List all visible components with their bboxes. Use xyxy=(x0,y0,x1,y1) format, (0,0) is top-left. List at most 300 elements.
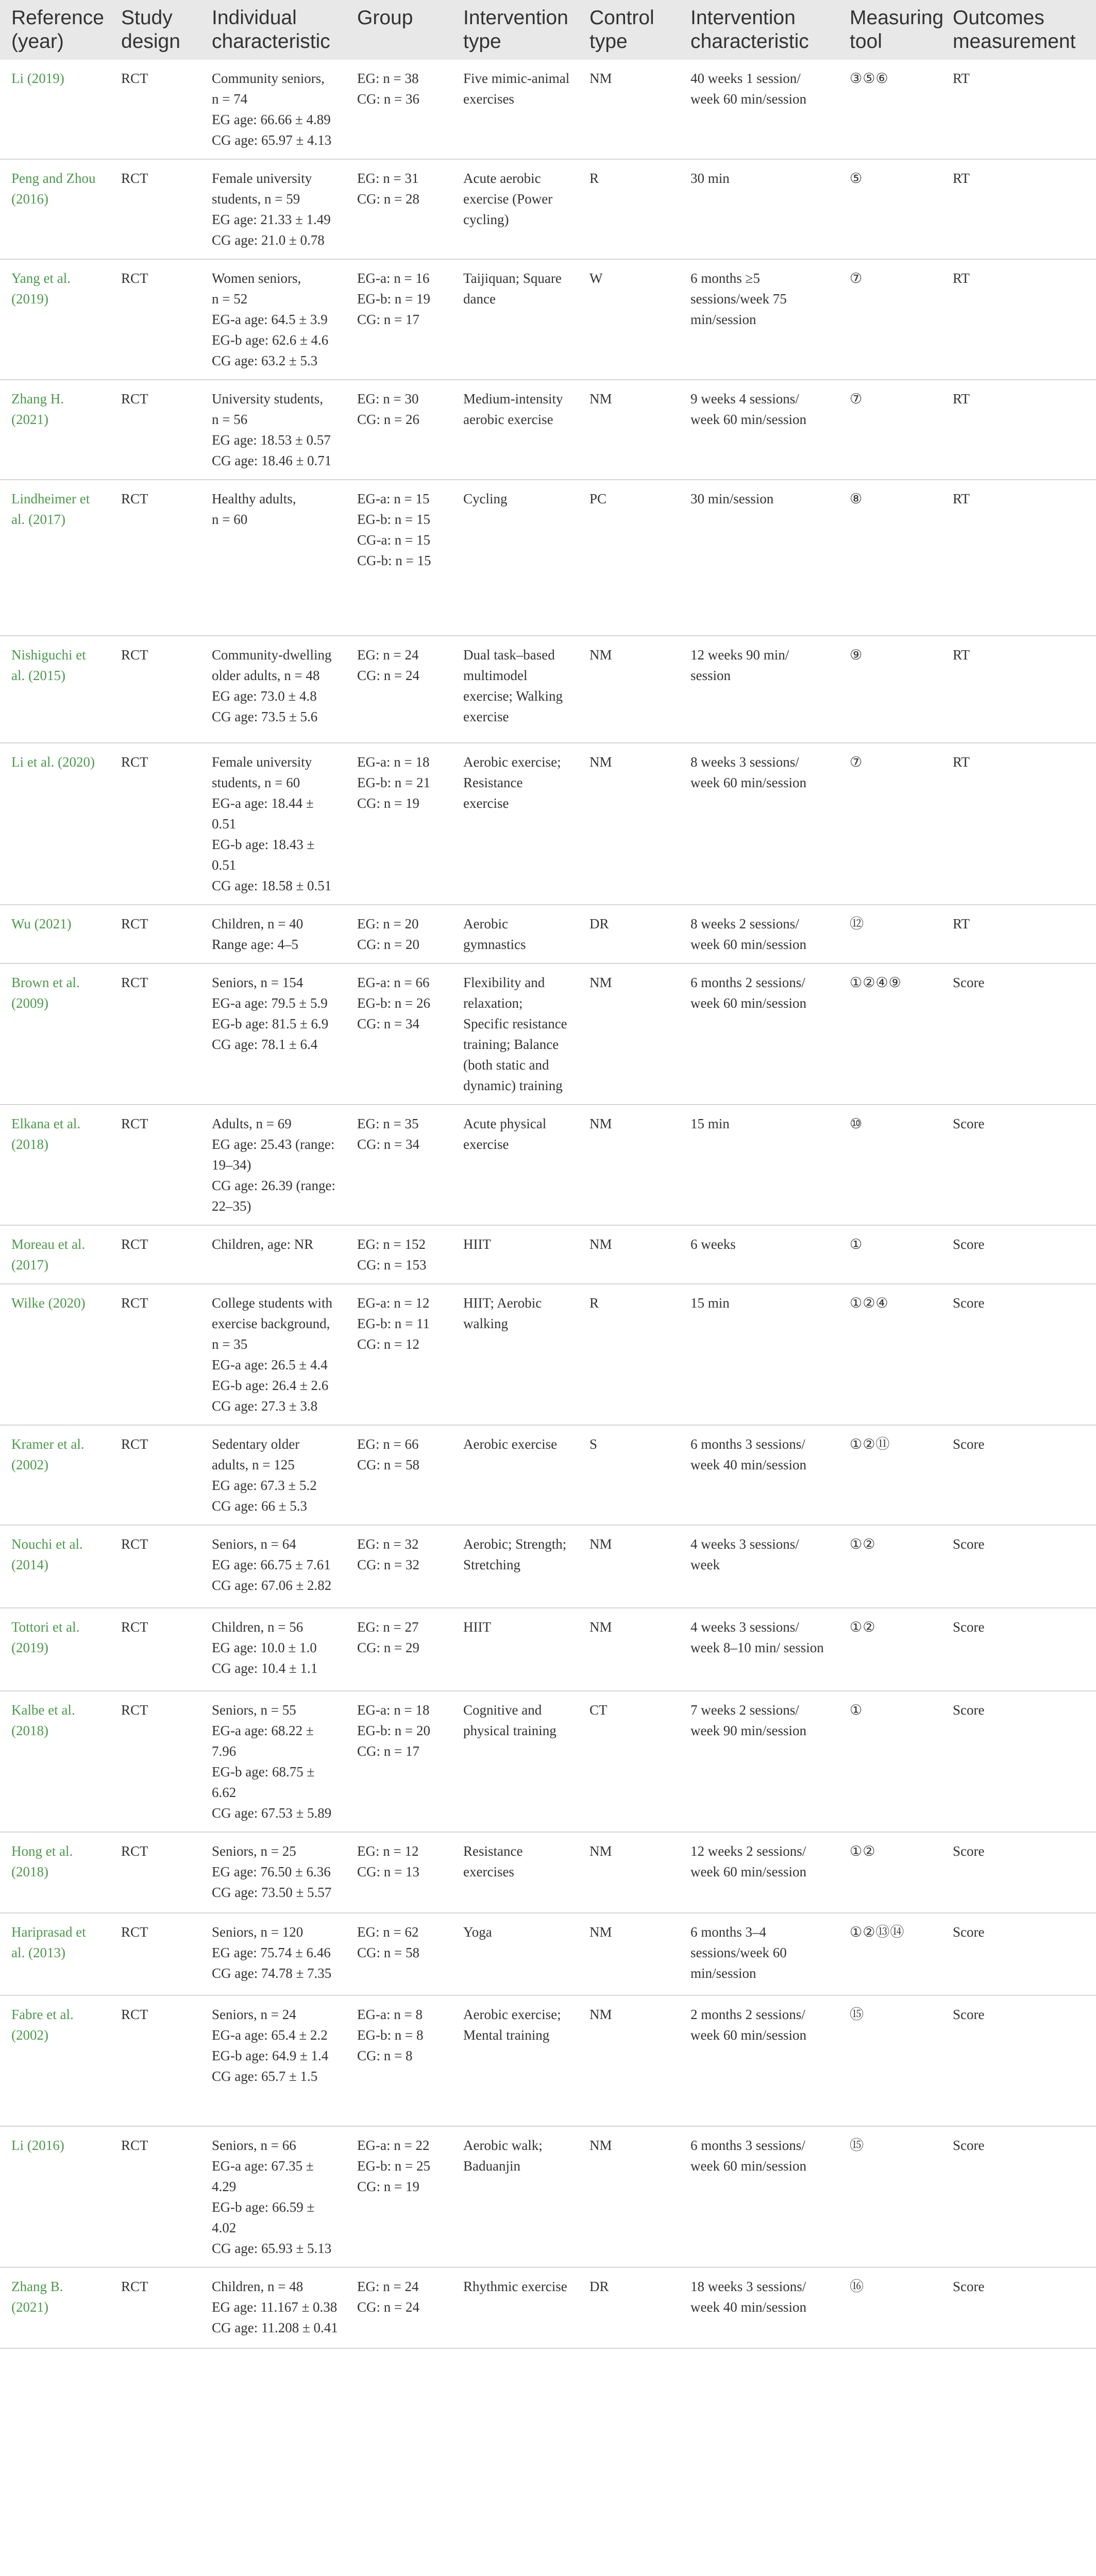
cell-intervention-type: Acute aerobic exercise (Power cycling) xyxy=(452,159,578,259)
header-intervention-type: Intervention type xyxy=(452,0,578,60)
cell-group xyxy=(346,1225,452,1284)
cell-outcomes-measurement: RT xyxy=(941,380,1096,480)
cell-individual-characteristic-line: CG age: 27.3 ± 3.8 xyxy=(212,1398,318,1414)
cell-individual-characteristic xyxy=(200,905,346,963)
cell-group-line: EG-b: n = 25 xyxy=(357,2158,430,2174)
cell-outcomes-measurement: RT xyxy=(941,743,1096,905)
cell-individual-characteristic-line: CG age: 65.97 ± 4.13 xyxy=(212,132,332,148)
cell-intervention-characteristic: 6 months 3 sessions/ week 60 min/session xyxy=(679,2126,838,2267)
cell-intervention-type: Flexibility and relaxation; Specific resistance training; Balance (both static and dynamic) training xyxy=(452,963,578,1105)
cell-individual-characteristic xyxy=(200,1832,346,1913)
cell-intervention-type: Yoga xyxy=(452,1913,578,1995)
cell-control-type: S xyxy=(578,1425,679,1525)
cell-individual-characteristic-line: Female university students, n = 59 xyxy=(212,171,312,207)
cell-study-design: RCT xyxy=(110,1525,200,1608)
cell-intervention-characteristic: 6 months 3–4 sessions/week 60 min/session xyxy=(679,1913,838,1995)
cell-group-line: EG-a: n = 8 xyxy=(357,2007,423,2022)
cell-group-line: CG: n = 28 xyxy=(357,191,419,207)
cell-group-line: EG-a: n = 66 xyxy=(357,975,430,990)
cell-measuring-tool: ⑯ xyxy=(838,2267,941,2348)
cell-individual-characteristic xyxy=(200,743,346,905)
cell-individual-characteristic-line: EG-b age: 62.6 ± 4.6 xyxy=(212,332,329,348)
cell-reference: Li (2016) xyxy=(0,2126,110,2267)
table-row xyxy=(0,905,1096,963)
cell-control-type: CT xyxy=(578,1691,679,1832)
cell-group-line: CG: n = 36 xyxy=(357,91,419,107)
table-row xyxy=(0,1225,1096,1284)
cell-reference: Wu (2021) xyxy=(0,905,110,963)
cell-individual-characteristic-line: Children, n = 48 xyxy=(212,2279,303,2294)
cell-outcomes-measurement: Score xyxy=(941,1284,1096,1425)
cell-individual-characteristic-line: Female university students, n = 60 xyxy=(212,754,312,790)
cell-individual-characteristic-line: CG age: 74.78 ± 7.35 xyxy=(212,1965,332,1981)
cell-intervention-type: HIIT xyxy=(452,1608,578,1691)
cell-control-type: R xyxy=(578,1284,679,1425)
table-row xyxy=(0,380,1096,480)
cell-group-line: EG: n = 30 xyxy=(357,391,419,406)
cell-individual-characteristic xyxy=(200,2126,346,2267)
table-row xyxy=(0,1913,1096,1995)
cell-study-design: RCT xyxy=(110,1832,200,1913)
cell-control-type: NM xyxy=(578,963,679,1105)
cell-outcomes-measurement: Score xyxy=(941,1608,1096,1691)
cell-outcomes-measurement: Score xyxy=(941,1525,1096,1608)
cell-study-design: RCT xyxy=(110,636,200,743)
cell-individual-characteristic-line: EG age: 75.74 ± 6.46 xyxy=(212,1945,331,1960)
cell-group-line: CG: n = 26 xyxy=(357,412,419,427)
cell-outcomes-measurement: Score xyxy=(941,1691,1096,1832)
cell-individual-characteristic-line: EG-b age: 68.75 ± 6.62 xyxy=(212,1764,315,1800)
cell-individual-characteristic-line: EG age: 25.43 (range: 19–34) xyxy=(212,1137,335,1173)
cell-outcomes-measurement: Score xyxy=(941,1995,1096,2126)
cell-individual-characteristic-line: EG-b age: 64.9 ± 1.4 xyxy=(212,2048,329,2063)
cell-measuring-tool: ① xyxy=(838,1691,941,1832)
header-intervention-characteristic: Intervention characteristic xyxy=(679,0,838,60)
table-row xyxy=(0,1425,1096,1525)
cell-individual-characteristic-line: CG age: 26.39 (range: 22–35) xyxy=(212,1178,335,1214)
cell-group-line: EG: n = 66 xyxy=(357,1436,419,1452)
cell-group xyxy=(346,1995,452,2126)
cell-intervention-characteristic: 15 min xyxy=(679,1284,838,1425)
cell-reference: Peng and Zhou (2016) xyxy=(0,159,110,259)
cell-measuring-tool: ⑮ xyxy=(838,1995,941,2126)
cell-intervention-type: Aerobic exercise; Mental training xyxy=(452,1995,578,2126)
cell-study-design: RCT xyxy=(110,963,200,1105)
table-row xyxy=(0,2126,1096,2267)
cell-study-design: RCT xyxy=(110,1284,200,1425)
cell-intervention-characteristic: 7 weeks 2 sessions/ week 90 min/session xyxy=(679,1691,838,1832)
cell-reference: Zhang H. (2021) xyxy=(0,380,110,480)
cell-intervention-characteristic: 40 weeks 1 session/ week 60 min/session xyxy=(679,60,838,159)
cell-individual-characteristic-line: EG age: 66.66 ± 4.89 xyxy=(212,112,331,127)
cell-control-type: NM xyxy=(578,1608,679,1691)
cell-individual-characteristic-line: EG-a age: 65.4 ± 2.2 xyxy=(212,2027,328,2043)
table-row xyxy=(0,1284,1096,1425)
cell-outcomes-measurement: Score xyxy=(941,1913,1096,1995)
table-row xyxy=(0,1691,1096,1832)
cell-individual-characteristic-line: CG age: 65.93 ± 5.13 xyxy=(212,2241,332,2256)
cell-group-line: CG: n = 17 xyxy=(357,312,419,327)
cell-individual-characteristic xyxy=(200,1284,346,1425)
cell-individual-characteristic xyxy=(200,1913,346,1995)
cell-study-design: RCT xyxy=(110,1225,200,1284)
cell-reference: Lindheimer et al. (2017) xyxy=(0,480,110,636)
cell-study-design: RCT xyxy=(110,2126,200,2267)
cell-measuring-tool: ①② xyxy=(838,1832,941,1913)
cell-group xyxy=(346,60,452,159)
cell-group-line: EG-b: n = 20 xyxy=(357,1723,430,1738)
cell-individual-characteristic-line: CG age: 67.53 ± 5.89 xyxy=(212,1805,332,1821)
cell-group-line: EG-a: n = 15 xyxy=(357,491,430,506)
cell-individual-characteristic-line: n = 60 xyxy=(212,512,248,527)
cell-individual-characteristic-line: n = 74 xyxy=(212,91,248,107)
table-row xyxy=(0,2267,1096,2348)
cell-study-design: RCT xyxy=(110,2267,200,2348)
cell-individual-characteristic-line: CG age: 67.06 ± 2.82 xyxy=(212,1578,332,1593)
cell-measuring-tool: ①② xyxy=(838,1525,941,1608)
cell-group-line: CG: n = 58 xyxy=(357,1457,419,1472)
cell-individual-characteristic-line: College students with exercise background, n = 35 xyxy=(212,1295,332,1352)
cell-individual-characteristic-line: n = 52 xyxy=(212,291,248,307)
cell-individual-characteristic-line: n = 56 xyxy=(212,412,248,427)
cell-group-line: CG: n = 24 xyxy=(357,668,419,683)
cell-measuring-tool: ⑦ xyxy=(838,743,941,905)
cell-intervention-type: Rhythmic exercise xyxy=(452,2267,578,2348)
cell-individual-characteristic-line: EG-b age: 26.4 ± 2.6 xyxy=(212,1378,329,1393)
cell-control-type: NM xyxy=(578,1995,679,2126)
cell-outcomes-measurement: Score xyxy=(941,1225,1096,1284)
cell-group-line: EG-a: n = 18 xyxy=(357,754,430,770)
cell-group xyxy=(346,1608,452,1691)
cell-individual-characteristic xyxy=(200,1691,346,1832)
cell-individual-characteristic xyxy=(200,159,346,259)
cell-group xyxy=(346,1832,452,1913)
cell-intervention-type: Taijiquan; Square dance xyxy=(452,259,578,380)
cell-group-line: EG-b: n = 21 xyxy=(357,775,430,790)
cell-group-line: EG-b: n = 8 xyxy=(357,2027,424,2043)
cell-control-type: NM xyxy=(578,636,679,743)
cell-individual-characteristic-line: EG-a age: 68.22 ± 7.96 xyxy=(212,1723,314,1759)
cell-intervention-characteristic: 6 months ≥5 sessions/week 75 min/session xyxy=(679,259,838,380)
cell-control-type: W xyxy=(578,259,679,380)
cell-group xyxy=(346,159,452,259)
cell-individual-characteristic xyxy=(200,1608,346,1691)
table-header-row xyxy=(0,0,1096,60)
cell-intervention-characteristic: 6 weeks xyxy=(679,1225,838,1284)
cell-control-type: R xyxy=(578,159,679,259)
cell-individual-characteristic xyxy=(200,1525,346,1608)
cell-group-line: EG: n = 24 xyxy=(357,647,419,663)
table-row xyxy=(0,1525,1096,1608)
table-row xyxy=(0,1995,1096,2126)
cell-group-line: CG: n = 153 xyxy=(357,1257,427,1273)
cell-control-type: PC xyxy=(578,480,679,636)
cell-intervention-type: Aerobic; Strength; Stretching xyxy=(452,1525,578,1608)
cell-group-line: CG: n = 34 xyxy=(357,1016,419,1031)
cell-study-design: RCT xyxy=(110,1608,200,1691)
cell-individual-characteristic-line: EG-b age: 18.43 ± 0.51 xyxy=(212,837,315,873)
cell-group-line: EG-b: n = 19 xyxy=(357,291,430,307)
cell-individual-characteristic-line: Children, age: NR xyxy=(212,1236,314,1252)
cell-individual-characteristic-line: CG age: 63.2 ± 5.3 xyxy=(212,353,318,368)
cell-outcomes-measurement: Score xyxy=(941,1832,1096,1913)
cell-outcomes-measurement: RT xyxy=(941,636,1096,743)
cell-measuring-tool: ①②⑬⑭ xyxy=(838,1913,941,1995)
cell-outcomes-measurement: RT xyxy=(941,480,1096,636)
cell-individual-characteristic-line: CG age: 65.7 ± 1.5 xyxy=(212,2069,318,2084)
cell-measuring-tool: ⑧ xyxy=(838,480,941,636)
cell-study-design: RCT xyxy=(110,1105,200,1225)
cell-reference: Zhang B. (2021) xyxy=(0,2267,110,2348)
header-group: Group xyxy=(346,0,452,60)
cell-individual-characteristic-line: EG age: 18.53 ± 0.57 xyxy=(212,432,331,448)
cell-intervention-characteristic: 6 months 2 sessions/ week 60 min/session xyxy=(679,963,838,1105)
cell-group-line: EG: n = 27 xyxy=(357,1619,419,1635)
cell-intervention-characteristic: 9 weeks 4 sessions/ week 60 min/session xyxy=(679,380,838,480)
table-row xyxy=(0,159,1096,259)
cell-measuring-tool: ⑩ xyxy=(838,1105,941,1225)
cell-individual-characteristic-line: CG age: 18.46 ± 0.71 xyxy=(212,453,332,468)
cell-outcomes-measurement: Score xyxy=(941,2267,1096,2348)
cell-measuring-tool: ⑨ xyxy=(838,636,941,743)
cell-study-design: RCT xyxy=(110,380,200,480)
table-row xyxy=(0,480,1096,636)
cell-control-type: DR xyxy=(578,2267,679,2348)
cell-group xyxy=(346,1691,452,1832)
table-row xyxy=(0,963,1096,1105)
cell-control-type: NM xyxy=(578,2126,679,2267)
cell-intervention-characteristic: 8 weeks 2 sessions/ week 60 min/session xyxy=(679,905,838,963)
cell-individual-characteristic-line: EG age: 10.0 ± 1.0 xyxy=(212,1640,317,1655)
table-row xyxy=(0,743,1096,905)
cell-reference: Elkana et al. (2018) xyxy=(0,1105,110,1225)
cell-intervention-characteristic: 6 months 3 sessions/ week 40 min/session xyxy=(679,1425,838,1525)
cell-reference: Hong et al. (2018) xyxy=(0,1832,110,1913)
cell-study-design: RCT xyxy=(110,60,200,159)
cell-group-line: EG: n = 152 xyxy=(357,1236,426,1252)
cell-outcomes-measurement: Score xyxy=(941,1425,1096,1525)
cell-group-line: CG: n = 58 xyxy=(357,1945,419,1960)
table-body xyxy=(0,60,1096,2348)
cell-individual-characteristic-line: CG age: 66 ± 5.3 xyxy=(212,1498,308,1514)
cell-individual-characteristic-line: EG age: 73.0 ± 4.8 xyxy=(212,688,317,704)
cell-group xyxy=(346,1425,452,1525)
cell-individual-characteristic-line: EG age: 21.33 ± 1.49 xyxy=(212,212,331,227)
cell-individual-characteristic xyxy=(200,1105,346,1225)
cell-reference: Nouchi et al. (2014) xyxy=(0,1525,110,1608)
cell-group xyxy=(346,1284,452,1425)
cell-individual-characteristic-line: EG-a age: 18.44 ± 0.51 xyxy=(212,795,314,832)
cell-individual-characteristic-line: EG-a age: 67.35 ± 4.29 xyxy=(212,2158,314,2194)
cell-study-design: RCT xyxy=(110,1913,200,1995)
cell-group-line: CG-b: n = 15 xyxy=(357,553,431,568)
cell-outcomes-measurement: RT xyxy=(941,159,1096,259)
cell-intervention-characteristic: 18 weeks 3 sessions/ week 40 min/session xyxy=(679,2267,838,2348)
cell-intervention-type: HIIT xyxy=(452,1225,578,1284)
cell-group-line: EG: n = 38 xyxy=(357,71,419,86)
cell-group-line: EG: n = 12 xyxy=(357,1843,419,1859)
cell-outcomes-measurement: RT xyxy=(941,905,1096,963)
cell-intervention-type: Five mimic-animal exercises xyxy=(452,60,578,159)
cell-measuring-tool: ⑫ xyxy=(838,905,941,963)
cell-reference: Li et al. (2020) xyxy=(0,743,110,905)
cell-group-line: CG: n = 19 xyxy=(357,795,419,811)
cell-individual-characteristic-line: Seniors, n = 24 xyxy=(212,2007,296,2022)
cell-group-line: EG-b: n = 15 xyxy=(357,512,430,527)
cell-group-line: EG: n = 24 xyxy=(357,2279,419,2294)
cell-reference: Kalbe et al. (2018) xyxy=(0,1691,110,1832)
cell-group-line: CG: n = 32 xyxy=(357,1557,419,1572)
cell-individual-characteristic-line: CG age: 21.0 ± 0.78 xyxy=(212,232,325,248)
header-outcomes-measurement: Outcomes measurement xyxy=(941,0,1096,60)
cell-reference: Hariprasad et al. (2013) xyxy=(0,1913,110,1995)
cell-group-line: EG: n = 35 xyxy=(357,1116,419,1131)
cell-group-line: EG-a: n = 22 xyxy=(357,2138,430,2153)
table-row xyxy=(0,1832,1096,1913)
cell-measuring-tool: ⑦ xyxy=(838,259,941,380)
cell-individual-characteristic-line: Healthy adults, xyxy=(212,491,296,506)
cell-control-type: NM xyxy=(578,1105,679,1225)
cell-individual-characteristic xyxy=(200,1225,346,1284)
cell-intervention-characteristic: 4 weeks 3 sessions/ week xyxy=(679,1525,838,1608)
cell-group xyxy=(346,1105,452,1225)
cell-individual-characteristic-line: CG age: 73.5 ± 5.6 xyxy=(212,709,318,724)
cell-intervention-characteristic: 30 min/session xyxy=(679,480,838,636)
cell-individual-characteristic xyxy=(200,380,346,480)
cell-individual-characteristic-line: University students, xyxy=(212,391,323,406)
cell-group xyxy=(346,1913,452,1995)
cell-study-design: RCT xyxy=(110,743,200,905)
cell-group xyxy=(346,2126,452,2267)
cell-intervention-characteristic: 30 min xyxy=(679,159,838,259)
cell-group-line: CG: n = 24 xyxy=(357,2299,419,2315)
cell-study-design: RCT xyxy=(110,259,200,380)
cell-individual-characteristic xyxy=(200,259,346,380)
cell-group-line: CG: n = 12 xyxy=(357,1336,419,1352)
header-measuring-tool: Measuring tool xyxy=(838,0,941,60)
cell-group xyxy=(346,2267,452,2348)
cell-individual-characteristic-line: EG-a age: 64.5 ± 3.9 xyxy=(212,312,328,327)
cell-group-line: CG: n = 34 xyxy=(357,1137,419,1152)
cell-individual-characteristic-line: Seniors, n = 55 xyxy=(212,1702,296,1718)
cell-individual-characteristic-line: CG age: 18.58 ± 0.51 xyxy=(212,878,332,893)
cell-reference: Li (2019) xyxy=(0,60,110,159)
cell-individual-characteristic-line: EG-b age: 66.59 ± 4.02 xyxy=(212,2199,315,2235)
cell-group xyxy=(346,259,452,380)
cell-reference: Kramer et al. (2002) xyxy=(0,1425,110,1525)
cell-individual-characteristic-line: Seniors, n = 120 xyxy=(212,1924,303,1940)
cell-individual-characteristic xyxy=(200,480,346,636)
cell-individual-characteristic-line: Community seniors, xyxy=(212,71,325,86)
cell-intervention-type: Aerobic exercise; Resistance exercise xyxy=(452,743,578,905)
cell-group-line: CG: n = 8 xyxy=(357,2048,413,2063)
cell-individual-characteristic-line: Seniors, n = 25 xyxy=(212,1843,296,1859)
cell-individual-characteristic-line: Seniors, n = 154 xyxy=(212,975,303,990)
cell-intervention-characteristic: 8 weeks 3 sessions/ week 60 min/session xyxy=(679,743,838,905)
cell-intervention-type: Acute physical exercise xyxy=(452,1105,578,1225)
cell-individual-characteristic-line: Women seniors, xyxy=(212,270,301,286)
cell-intervention-type: Aerobic exercise xyxy=(452,1425,578,1525)
table-row xyxy=(0,259,1096,380)
cell-individual-characteristic-line: CG age: 10.4 ± 1.1 xyxy=(212,1660,318,1676)
cell-group-line: CG: n = 29 xyxy=(357,1640,419,1655)
cell-measuring-tool: ① xyxy=(838,1225,941,1284)
cell-group-line: EG: n = 32 xyxy=(357,1536,419,1552)
cell-individual-characteristic-line: Range age: 4–5 xyxy=(212,937,298,952)
header-study-design: Study design xyxy=(110,0,200,60)
cell-group-line: EG-a: n = 18 xyxy=(357,1702,430,1718)
cell-intervention-type: Medium-intensity aerobic exercise xyxy=(452,380,578,480)
cell-intervention-characteristic: 12 weeks 90 min/ session xyxy=(679,636,838,743)
cell-group-line: EG-a: n = 16 xyxy=(357,270,430,286)
cell-reference: Wilke (2020) xyxy=(0,1284,110,1425)
cell-intervention-type: Cycling xyxy=(452,480,578,636)
cell-outcomes-measurement: RT xyxy=(941,259,1096,380)
cell-reference: Tottori et al. (2019) xyxy=(0,1608,110,1691)
cell-intervention-characteristic: 2 months 2 sessions/ week 60 min/session xyxy=(679,1995,838,2126)
cell-intervention-type: Resistance exercises xyxy=(452,1832,578,1913)
cell-group-line: CG: n = 19 xyxy=(357,2179,419,2194)
cell-reference: Fabre et al. (2002) xyxy=(0,1995,110,2126)
cell-group-line: CG: n = 20 xyxy=(357,937,419,952)
cell-intervention-type: Cognitive and physical training xyxy=(452,1691,578,1832)
table-row xyxy=(0,1608,1096,1691)
cell-group xyxy=(346,480,452,636)
cell-reference: Yang et al. (2019) xyxy=(0,259,110,380)
cell-individual-characteristic-line: Community-dwelling older adults, n = 48 xyxy=(212,647,332,683)
cell-intervention-type: HIIT; Aerobic walking xyxy=(452,1284,578,1425)
cell-study-design: RCT xyxy=(110,159,200,259)
cell-individual-characteristic-line: EG-a age: 26.5 ± 4.4 xyxy=(212,1357,328,1372)
cell-individual-characteristic-line: EG-b age: 81.5 ± 6.9 xyxy=(212,1016,329,1031)
cell-reference: Moreau et al. (2017) xyxy=(0,1225,110,1284)
cell-outcomes-measurement: Score xyxy=(941,2126,1096,2267)
cell-individual-characteristic-line: Seniors, n = 66 xyxy=(212,2138,296,2153)
cell-individual-characteristic-line: EG age: 11.167 ± 0.38 xyxy=(212,2299,338,2315)
cell-intervention-characteristic: 4 weeks 3 sessions/ week 8–10 min/ session xyxy=(679,1608,838,1691)
cell-group-line: CG: n = 17 xyxy=(357,1743,419,1759)
cell-group-line: CG-a: n = 15 xyxy=(357,532,430,548)
cell-group-line: CG: n = 13 xyxy=(357,1864,419,1879)
cell-individual-characteristic-line: Children, n = 40 xyxy=(212,916,303,931)
cell-group-line: EG: n = 31 xyxy=(357,171,419,186)
cell-individual-characteristic-line: CG age: 78.1 ± 6.4 xyxy=(212,1037,318,1052)
cell-individual-characteristic-line: CG age: 73.50 ± 5.57 xyxy=(212,1885,332,1900)
cell-control-type: NM xyxy=(578,1225,679,1284)
cell-individual-characteristic-line: Sedentary older adults, n = 125 xyxy=(212,1436,300,1472)
cell-intervention-characteristic: 15 min xyxy=(679,1105,838,1225)
cell-outcomes-measurement: Score xyxy=(941,1105,1096,1225)
cell-control-type: NM xyxy=(578,60,679,159)
cell-individual-characteristic xyxy=(200,1995,346,2126)
cell-individual-characteristic xyxy=(200,963,346,1105)
cell-study-design: RCT xyxy=(110,1995,200,2126)
cell-individual-characteristic-line: EG-a age: 79.5 ± 5.9 xyxy=(212,995,328,1011)
cell-individual-characteristic-line: Children, n = 56 xyxy=(212,1619,303,1635)
cell-intervention-type: Aerobic walk; Baduanjin xyxy=(452,2126,578,2267)
cell-individual-characteristic xyxy=(200,60,346,159)
header-reference: Reference (year) xyxy=(0,0,110,60)
cell-group xyxy=(346,1525,452,1608)
cell-reference: Brown et al. (2009) xyxy=(0,963,110,1105)
cell-individual-characteristic-line: EG age: 66.75 ± 7.61 xyxy=(212,1557,331,1572)
header-control-type: Control type xyxy=(578,0,679,60)
cell-study-design: RCT xyxy=(110,480,200,636)
cell-measuring-tool: ⑦ xyxy=(838,380,941,480)
cell-individual-characteristic-line: CG age: 11.208 ± 0.41 xyxy=(212,2320,338,2335)
table-row xyxy=(0,1105,1096,1225)
cell-individual-characteristic-line: Seniors, n = 64 xyxy=(212,1536,296,1552)
